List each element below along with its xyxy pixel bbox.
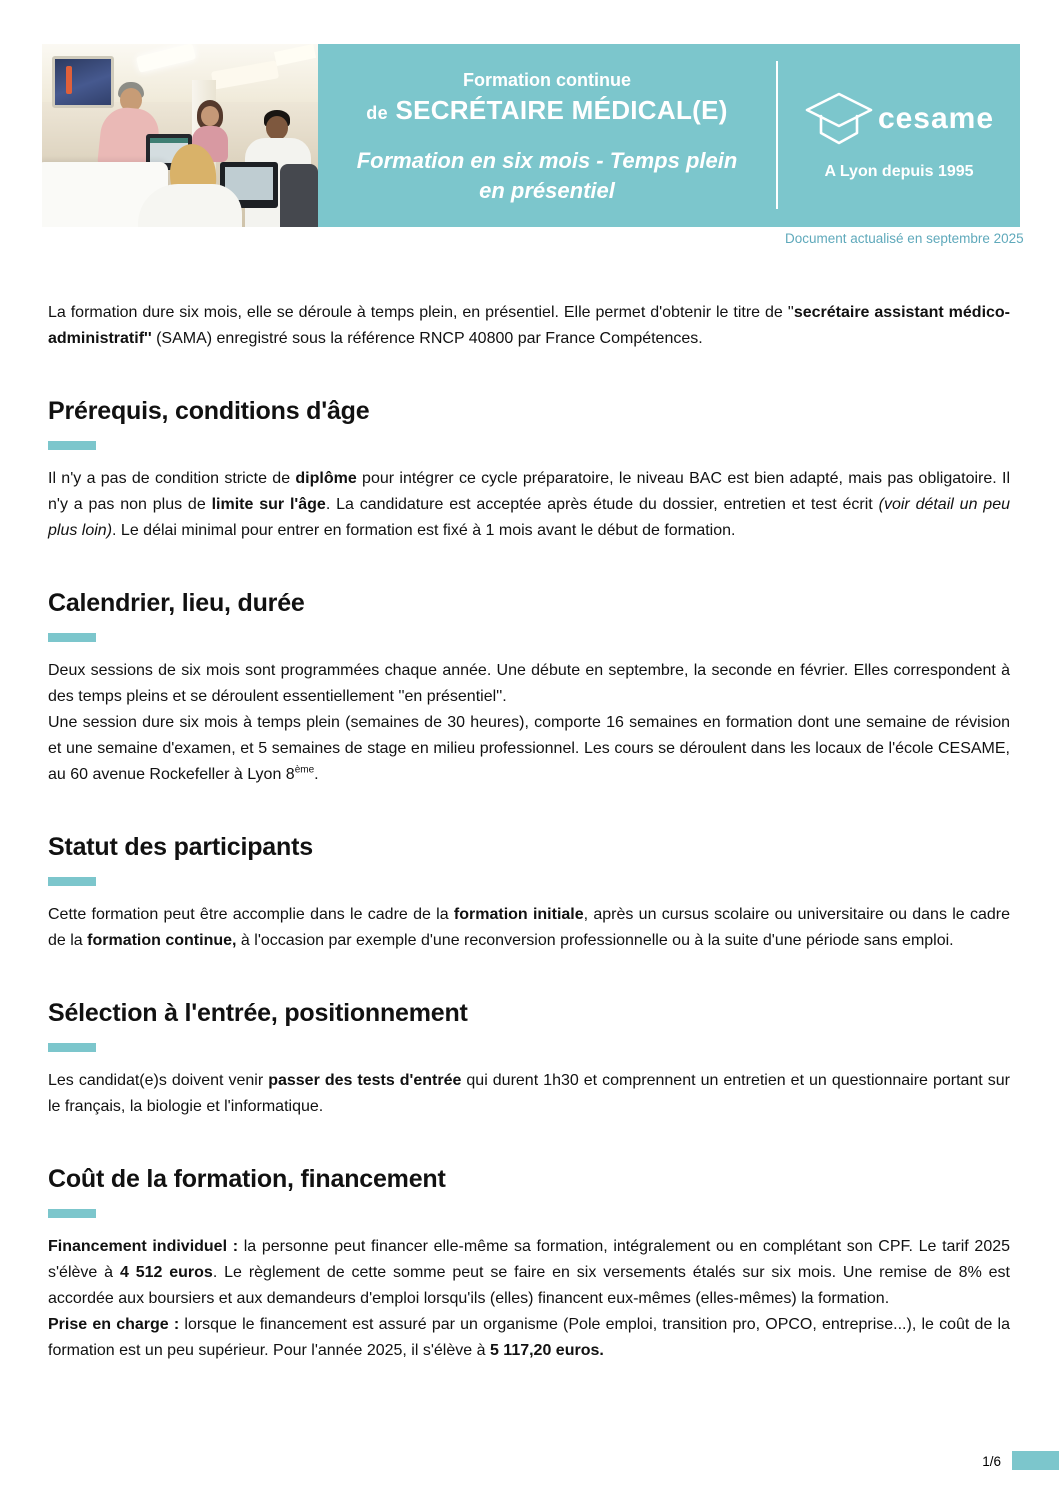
heading-accent-bar — [48, 441, 96, 450]
heading-accent-bar — [48, 877, 96, 886]
banner-title-line1: Formation continue — [463, 70, 631, 90]
section-statut — [48, 832, 1010, 954]
paragraph: Prise en charge : lorsque le financement est assuré par un organisme (Pole emploi, transition pro, OPCO, entreprise...), le coût de la formation est un peu supérieur. Pour l'année 2025, il s'élève à 5 117,20 euros. — [48, 1316, 1010, 1359]
page-number: 1/6 — [982, 1454, 1001, 1469]
section-heading: Statut des participants — [48, 833, 313, 861]
section-heading: Sélection à l'entrée, positionnement — [48, 999, 468, 1027]
logo-wordmark: cesame — [877, 101, 995, 135]
heading-accent-bar — [48, 1043, 96, 1052]
banner-title-main: SECRÉTAIRE MÉDICAL(E) — [395, 95, 728, 125]
section-prerequis — [48, 396, 1010, 544]
banner-subtitle-line1: Formation en six mois - Temps plein — [356, 148, 738, 173]
section-paragraphs — [48, 1068, 1010, 1120]
heading-accent-bar — [48, 633, 96, 642]
paragraph: Cette formation peut être accomplie dans le cadre de la formation initiale, après un cursus scolaire ou universitaire ou dans le cadre de la formation continue, à l'occasion par exemple d'une reconversion professionnelle ou à la suite d'une période sans emploi. — [48, 906, 1010, 949]
paragraph: Deux sessions de six mois sont programmées chaque année. Une débute en septembre, la seconde en février. Elles correspondent à des temps pleins et se déroulent essentiellement ''en présentiel''. — [48, 662, 1010, 705]
section-selection — [48, 998, 1010, 1120]
paragraph: Il n'y a pas de condition stricte de diplôme pour intégrer ce cycle préparatoire, le niveau BAC est bien adapté, mais pas obligatoire. Il n'y a pas non plus de limite sur l'âge. La candidature est acceptée après étude du dossier, entretien et test écrit (voir détail un peu plus loin). Le délai minimal pour entrer en formation est fixé à 1 mois avant le début de formation. — [48, 470, 1011, 539]
section-paragraphs — [48, 466, 1010, 544]
section-cout — [48, 1164, 1010, 1364]
section-heading: Prérequis, conditions d'âge — [48, 397, 370, 425]
section-paragraphs — [48, 902, 1010, 954]
banner-title-de: de — [366, 103, 388, 123]
section-paragraphs — [48, 1234, 1010, 1364]
paragraph: Une session dure six mois à temps plein (semaines de 30 heures), comporte 16 semaines en formation dont une semaine de révision et une semaine d'examen, et 5 semaines de stage en milieu professionnel. Les cours se déroulent dans les locaux de l'école CESAME, au 60 avenue Rockefeller à Lyon 8ème. — [48, 714, 1010, 783]
section-calendrier — [48, 588, 1010, 788]
section-heading: Coût de la formation, financement — [48, 1165, 446, 1193]
banner-subtitle-line2: en présentiel — [479, 178, 615, 203]
intro-paragraph: La formation dure six mois, elle se déroule à temps plein, en présentiel. Elle permet d'obtenir le titre de ''secrétaire assistant médico-administratif'' (SAMA) enregistré sous la référence RNCP 40800 par France Compétences. — [48, 304, 1011, 347]
document-body — [48, 0, 1010, 1364]
logo-tagline: A Lyon depuis 1995 — [824, 162, 974, 180]
paragraph: Les candidat(e)s doivent venir passer des tests d'entrée qui durent 1h30 et comprennent un entretien et un questionnaire portant sur le français, la biologie et l'informatique. — [48, 1072, 1011, 1115]
section-paragraphs — [48, 658, 1010, 788]
document-updated-note: Document actualisé en septembre 2025 — [785, 231, 1024, 246]
heading-accent-bar — [48, 1209, 96, 1218]
section-heading: Calendrier, lieu, durée — [48, 589, 305, 617]
footer-accent-square — [1012, 1451, 1059, 1470]
paragraph: Financement individuel : la personne peut financer elle-même sa formation, intégralement ou en complétant son CPF. Le tarif 2025 s'élève à 4 512 euros. Le règlement de cette somme peut se faire en six versements étalés sur six mois. Une remise de 8% est accordée aux boursiers et aux demandeurs d'emploi lorsqu'ils (elles) financent eux-mêmes (elles-mêmes) la formation. — [48, 1238, 1011, 1307]
